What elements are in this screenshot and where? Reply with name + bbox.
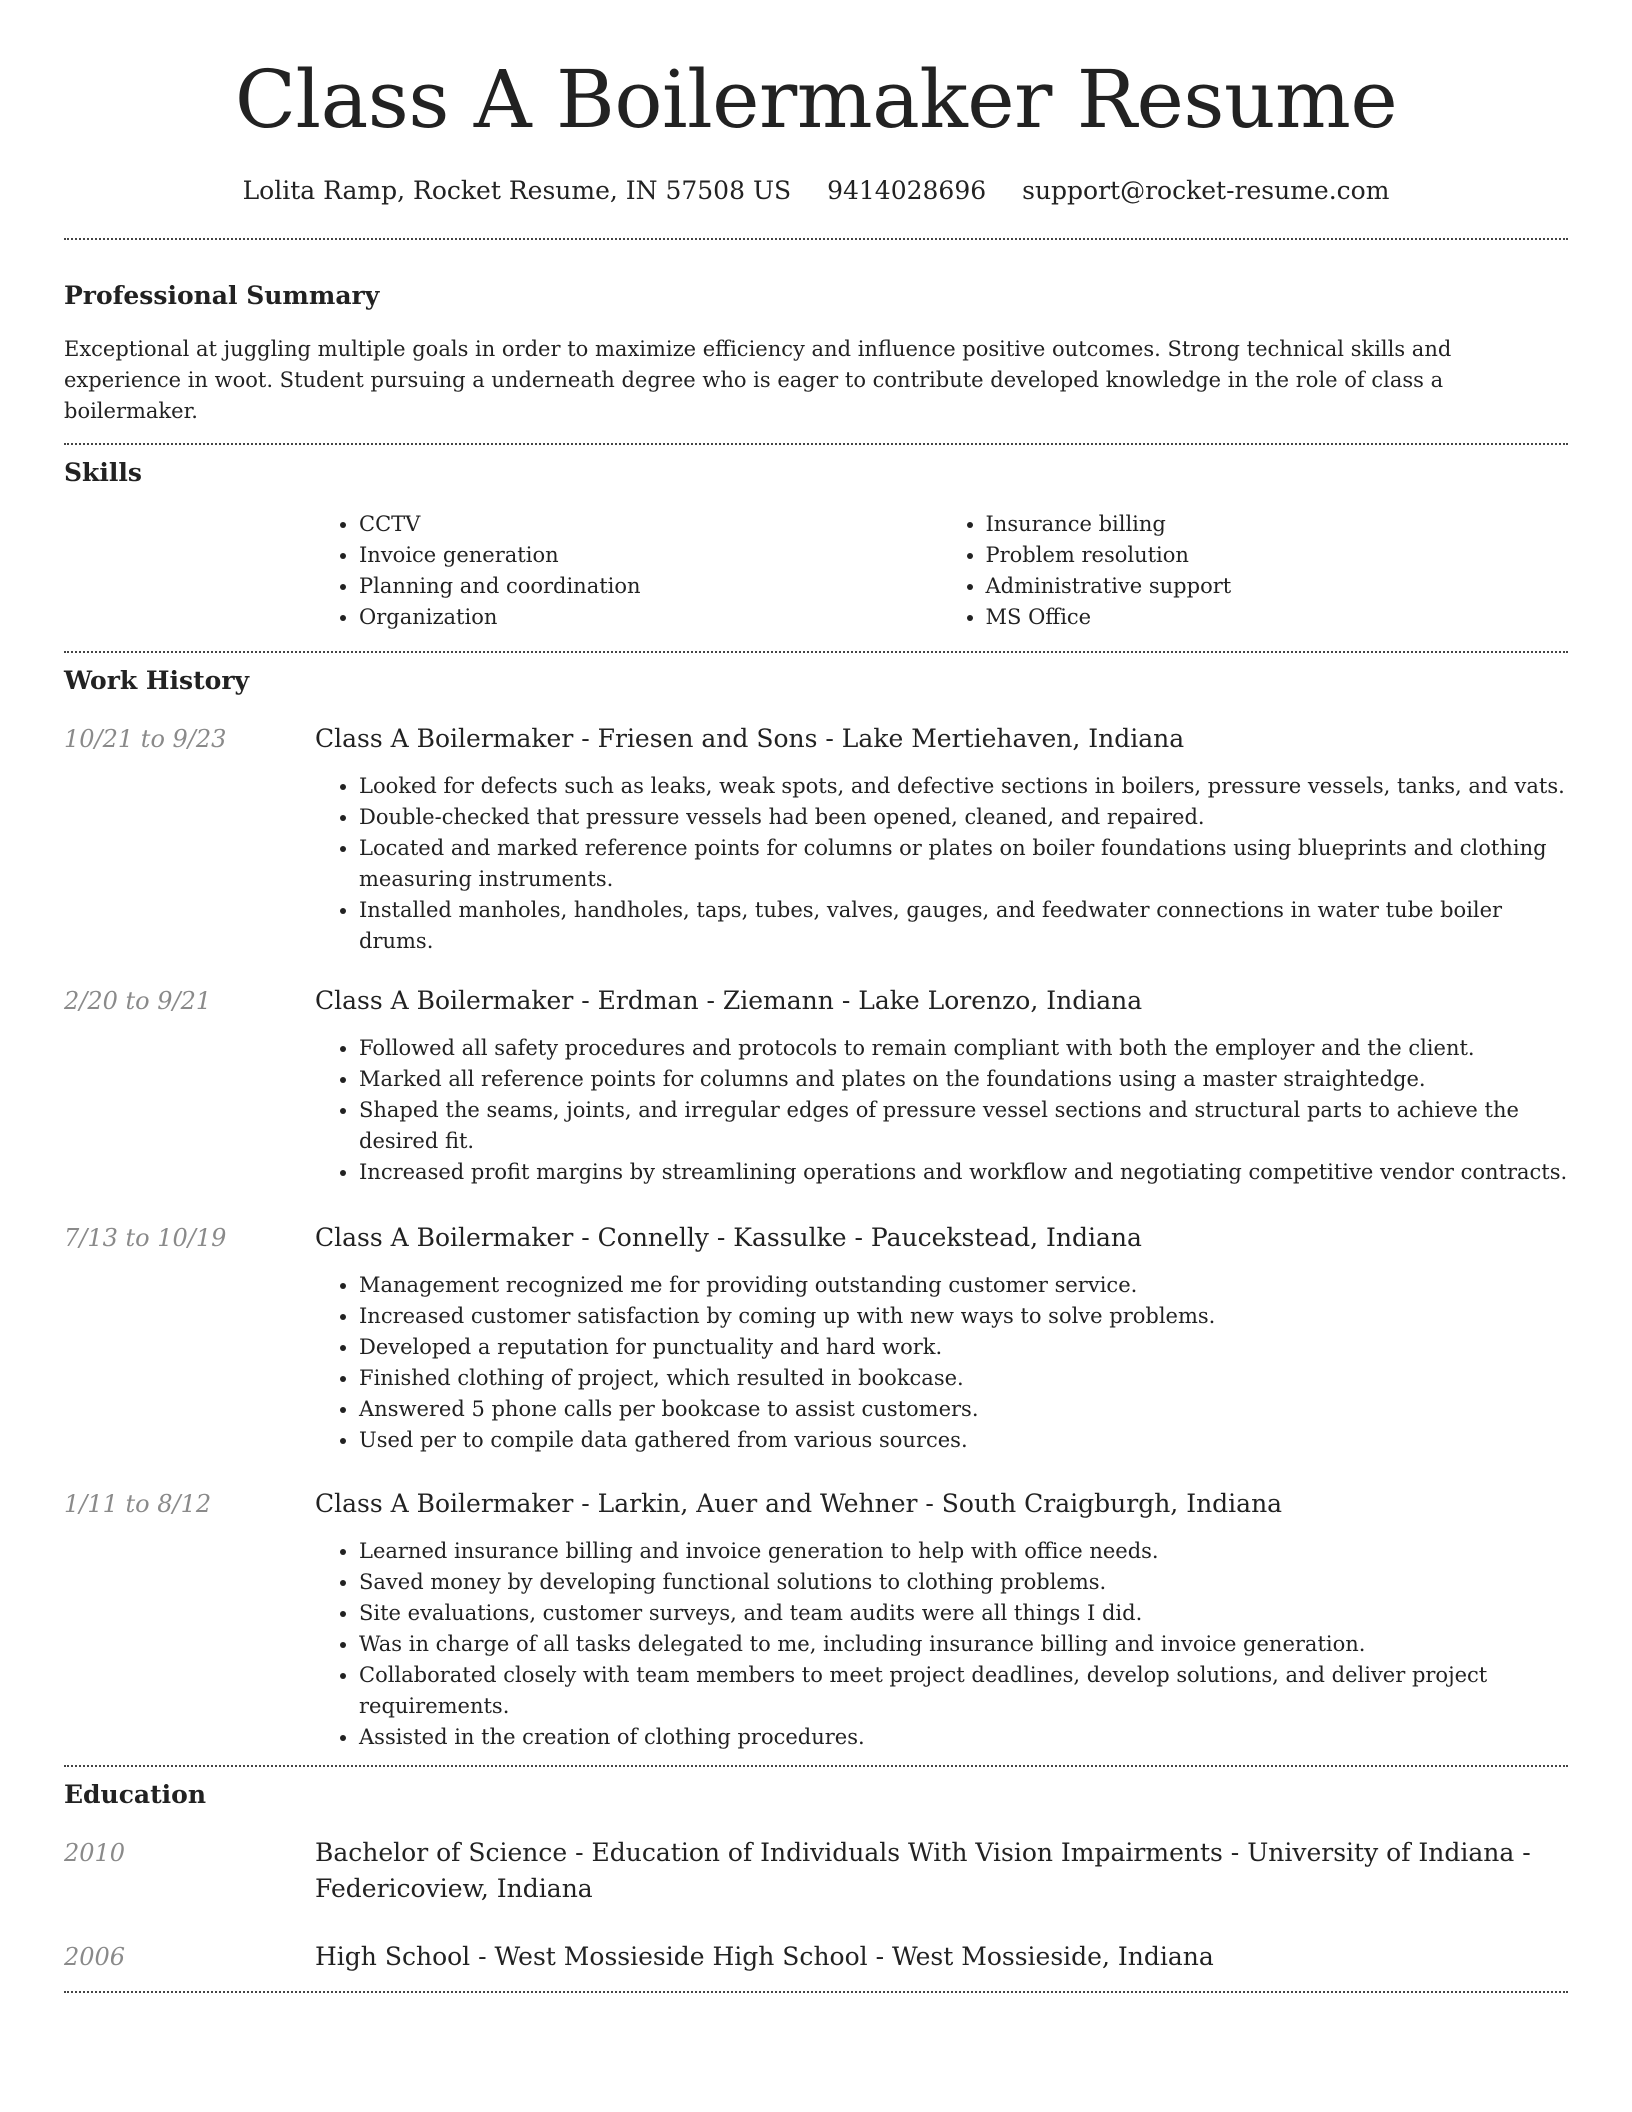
- job-body: [315, 985, 1568, 1188]
- skill-item: • CCTV: [359, 509, 942, 540]
- job-bullets: [315, 1033, 1568, 1188]
- skill-item: • Insurance billing: [986, 509, 1569, 540]
- job-body: [315, 1222, 1568, 1456]
- skill-item: • Organization: [359, 602, 942, 633]
- contact-address: Lolita Ramp, Rocket Resume, IN 57508 US: [242, 176, 792, 205]
- job-dates: 7/13 to 10/19: [64, 1224, 227, 1252]
- job-bullet: • Followed all safety procedures and protocols to remain compliant with both the employer and the client.: [359, 1033, 1568, 1064]
- job-bullets: [315, 1270, 1568, 1456]
- job-bullet: • Finished clothing of project, which resulted in bookcase.: [359, 1363, 1568, 1394]
- job-bullet: • Double-checked that pressure vessels had been opened, cleaned, and repaired.: [359, 802, 1568, 833]
- job-bullet: • Learned insurance billing and invoice generation to help with office needs.: [359, 1536, 1568, 1567]
- job-title: Class A Boilermaker - Larkin, Auer and Wehner - South Craigburgh, Indiana: [315, 1489, 1283, 1518]
- job-bullet: • Was in charge of all tasks delegated to me, including insurance billing and invoice generation.: [359, 1629, 1568, 1660]
- job-bullet: • Collaborated closely with team members to meet project deadlines, develop solutions, and deliver project requirements.: [359, 1660, 1568, 1722]
- education-details: Bachelor of Science - Education of Individuals With Vision Impairments - University of Indiana - Federicoview, Indiana: [315, 1838, 1531, 1903]
- job-body: [315, 1488, 1568, 1753]
- summary-text: Exceptional at juggling multiple goals in order to maximize efficiency and influence positive outcomes. Strong technical skills and experience in woot. Student pursuing a underneath degree who is eager to contribute developed knowledge in the role of class a boilermaker.: [64, 337, 1452, 423]
- divider: [64, 1991, 1568, 1993]
- job-bullets: [315, 771, 1568, 957]
- job-bullet: • Site evaluations, customer surveys, and team audits were all things I did.: [359, 1598, 1568, 1629]
- job-entry: [64, 985, 1568, 1188]
- education-year: 2010: [64, 1839, 126, 1867]
- divider: [64, 238, 1568, 240]
- resume-page: [64, 0, 1568, 1993]
- education-year: 2006: [64, 1943, 126, 1971]
- job-bullet: • Looked for defects such as leaks, weak spots, and defective sections in boilers, pressure vessels, tanks, and vats.: [359, 771, 1568, 802]
- job-bullet: • Marked all reference points for columns and plates on the foundations using a master straightedge.: [359, 1064, 1568, 1095]
- job-bullet: • Increased customer satisfaction by coming up with new ways to solve problems.: [359, 1301, 1568, 1332]
- job-bullet: • Assisted in the creation of clothing procedures.: [359, 1722, 1568, 1753]
- education-details: High School - West Mossieside High School - West Mossieside, Indiana: [315, 1942, 1214, 1971]
- skill-item: • Invoice generation: [359, 540, 942, 571]
- job-entry: [64, 1488, 1568, 1753]
- job-bullets: [315, 1536, 1568, 1753]
- job-bullet: • Developed a reputation for punctuality and hard work.: [359, 1332, 1568, 1363]
- skill-item: • Problem resolution: [986, 540, 1569, 571]
- divider: [64, 443, 1568, 445]
- job-title: Class A Boilermaker - Erdman - Ziemann - Lake Lorenzo, Indiana: [315, 986, 1143, 1015]
- contact-email: support@rocket-resume.com: [1022, 176, 1390, 205]
- job-bullet: • Located and marked reference points for columns or plates on boiler foundations using blueprints and clothing measuring instruments.: [359, 833, 1568, 895]
- job-entry: [64, 723, 1568, 957]
- education-section: [64, 1779, 1568, 1975]
- job-bullet: • Shaped the seams, joints, and irregular edges of pressure vessel sections and structural parts to achieve the desired fit.: [359, 1095, 1568, 1157]
- resume-title: Class A Boilermaker Resume: [234, 53, 1398, 146]
- job-title: Class A Boilermaker - Connelly - Kassulke - Paucekstead, Indiana: [315, 1223, 1142, 1252]
- job-bullet: • Saved money by developing functional solutions to clothing problems.: [359, 1567, 1568, 1598]
- work-history-section: [64, 665, 1568, 1753]
- job-dates: 2/20 to 9/21: [64, 987, 212, 1015]
- divider: [64, 651, 1568, 653]
- job-bullet: • Used per to compile data gathered from various sources.: [359, 1425, 1568, 1456]
- job-bullet: • Installed manholes, handholes, taps, tubes, valves, gauges, and feedwater connections in water tube boiler drums.: [359, 895, 1568, 957]
- job-body: [315, 723, 1568, 957]
- job-bullet: • Increased profit margins by streamlining operations and workflow and negotiating competitive vendor contracts.: [359, 1157, 1568, 1188]
- job-dates: 1/11 to 8/12: [64, 1490, 212, 1518]
- skill-item: • MS Office: [986, 602, 1569, 633]
- skills-grid: [315, 509, 1568, 633]
- skill-item: • Administrative support: [986, 571, 1569, 602]
- job-bullet: • Management recognized me for providing outstanding customer service.: [359, 1270, 1568, 1301]
- skills-section: [64, 457, 1568, 633]
- skills-heading: Skills: [64, 458, 142, 487]
- work-history-heading: Work History: [64, 666, 250, 695]
- divider: [64, 1765, 1568, 1767]
- summary-section: [64, 280, 1568, 427]
- education-heading: Education: [64, 1780, 207, 1809]
- job-title: Class A Boilermaker - Friesen and Sons - Lake Mertiehaven, Indiana: [315, 724, 1185, 753]
- job-bullet: • Answered 5 phone calls per bookcase to assist customers.: [359, 1394, 1568, 1425]
- skills-list-right: [942, 509, 1569, 633]
- education-entry: [64, 1835, 1568, 1907]
- contact-phone: 9414028696: [827, 176, 987, 205]
- job-entry: [64, 1222, 1568, 1456]
- education-entry: [64, 1939, 1568, 1975]
- job-dates: 10/21 to 9/23: [64, 725, 227, 753]
- skill-item: • Planning and coordination: [359, 571, 942, 602]
- skills-list-left: [315, 509, 942, 633]
- summary-heading: Professional Summary: [64, 281, 380, 310]
- contact-line: [64, 174, 1568, 208]
